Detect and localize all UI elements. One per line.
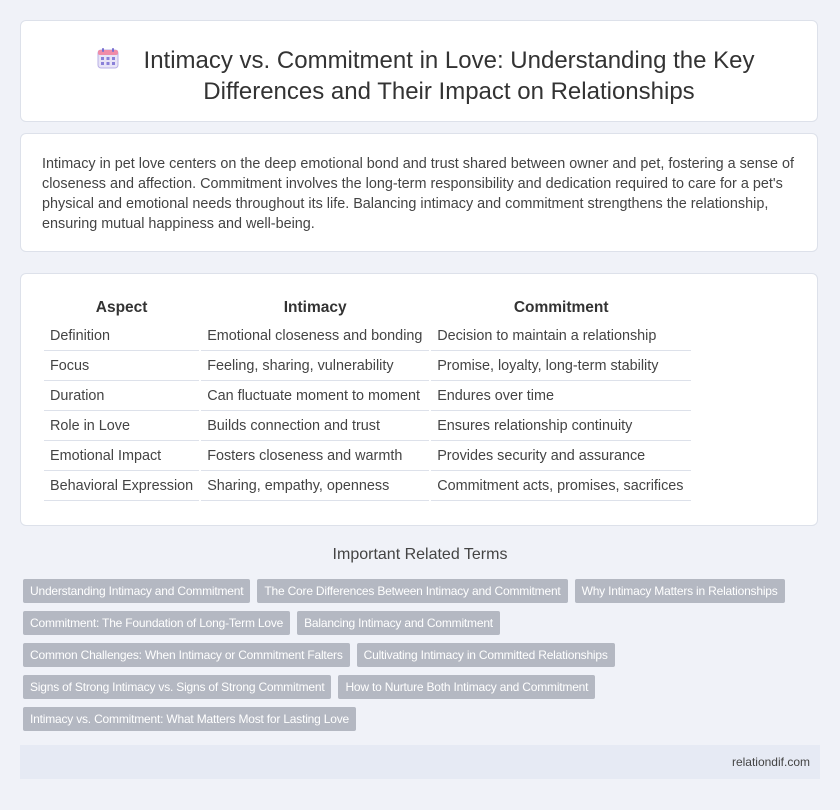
comparison-table xyxy=(42,295,693,501)
table-cell: Can fluctuate moment to moment xyxy=(201,381,429,411)
table-row xyxy=(44,351,691,381)
title-card xyxy=(20,20,818,122)
tag-row xyxy=(23,611,823,635)
table-cell: Ensures relationship continuity xyxy=(431,411,691,441)
table-row xyxy=(44,471,691,501)
table-cell: Fosters closeness and warmth xyxy=(201,441,429,471)
related-term-tag[interactable]: Understanding Intimacy and Commitment xyxy=(23,579,250,603)
table-header-row xyxy=(44,295,691,321)
tag-row xyxy=(23,643,823,667)
table-cell: Role in Love xyxy=(44,411,199,441)
related-terms-heading: Important Related Terms xyxy=(332,546,508,563)
table-cell: Decision to maintain a relationship xyxy=(431,321,691,351)
page-title: Intimacy vs. Commitment in Love: Understanding the Key Differences and Their Impact on Relationships xyxy=(143,47,755,105)
column-header-commitment: Commitment xyxy=(513,299,609,316)
table-cell: Focus xyxy=(44,351,199,381)
table-cell: Builds connection and trust xyxy=(201,411,429,441)
related-term-tag[interactable]: Commitment: The Foundation of Long-Term Love xyxy=(23,611,290,635)
table-row xyxy=(44,381,691,411)
table-cell: Feeling, sharing, vulnerability xyxy=(201,351,429,381)
table-cell: Commitment acts, promises, sacrifices xyxy=(431,471,691,501)
related-term-tag[interactable]: Signs of Strong Intimacy vs. Signs of Strong Commitment xyxy=(23,675,331,699)
tag-row xyxy=(23,579,823,603)
table-cell: Behavioral Expression xyxy=(44,471,199,501)
related-term-tag[interactable]: Common Challenges: When Intimacy or Commitment Falters xyxy=(23,643,350,667)
related-term-tag[interactable]: Intimacy vs. Commitment: What Matters Most for Lasting Love xyxy=(23,707,356,731)
related-term-tag[interactable]: The Core Differences Between Intimacy and Commitment xyxy=(257,579,567,603)
related-term-tag[interactable]: Cultivating Intimacy in Committed Relationships xyxy=(357,643,615,667)
column-header-intimacy: Intimacy xyxy=(283,299,347,316)
table-cell: Endures over time xyxy=(431,381,691,411)
table-cell: Provides security and assurance xyxy=(431,441,691,471)
related-term-tag[interactable]: Why Intimacy Matters in Relationships xyxy=(575,579,785,603)
footer xyxy=(20,745,820,779)
table-row xyxy=(44,441,691,471)
footer-site-link[interactable]: relationdif.com xyxy=(731,755,810,769)
table-cell: Promise, loyalty, long-term stability xyxy=(431,351,691,381)
intro-paragraph: Intimacy in pet love centers on the deep emotional bond and trust shared between owner and pet, fostering a sense of closeness and affection. Commitment involves the long-term responsibility and dedication required to care for a pet's physical and emotional needs throughout its life. Balancing intimacy and commitment strengthens the relationship, ensuring mutual happiness and well-being. xyxy=(42,156,794,232)
table-cell: Emotional Impact xyxy=(44,441,199,471)
tag-row xyxy=(23,675,823,699)
table-cell: Duration xyxy=(44,381,199,411)
table-row xyxy=(44,321,691,351)
related-terms-list xyxy=(23,579,823,739)
column-header-aspect: Aspect xyxy=(95,299,148,316)
related-term-tag[interactable]: Balancing Intimacy and Commitment xyxy=(297,611,500,635)
calendar-icon xyxy=(97,47,119,74)
comparison-table-card xyxy=(20,273,818,526)
table-row xyxy=(44,411,691,441)
table-cell: Emotional closeness and bonding xyxy=(201,321,429,351)
related-term-tag[interactable]: How to Nurture Both Intimacy and Commitment xyxy=(338,675,595,699)
table-cell: Sharing, empathy, openness xyxy=(201,471,429,501)
table-cell: Definition xyxy=(44,321,199,351)
intro-card xyxy=(20,133,818,252)
tag-row xyxy=(23,707,823,731)
